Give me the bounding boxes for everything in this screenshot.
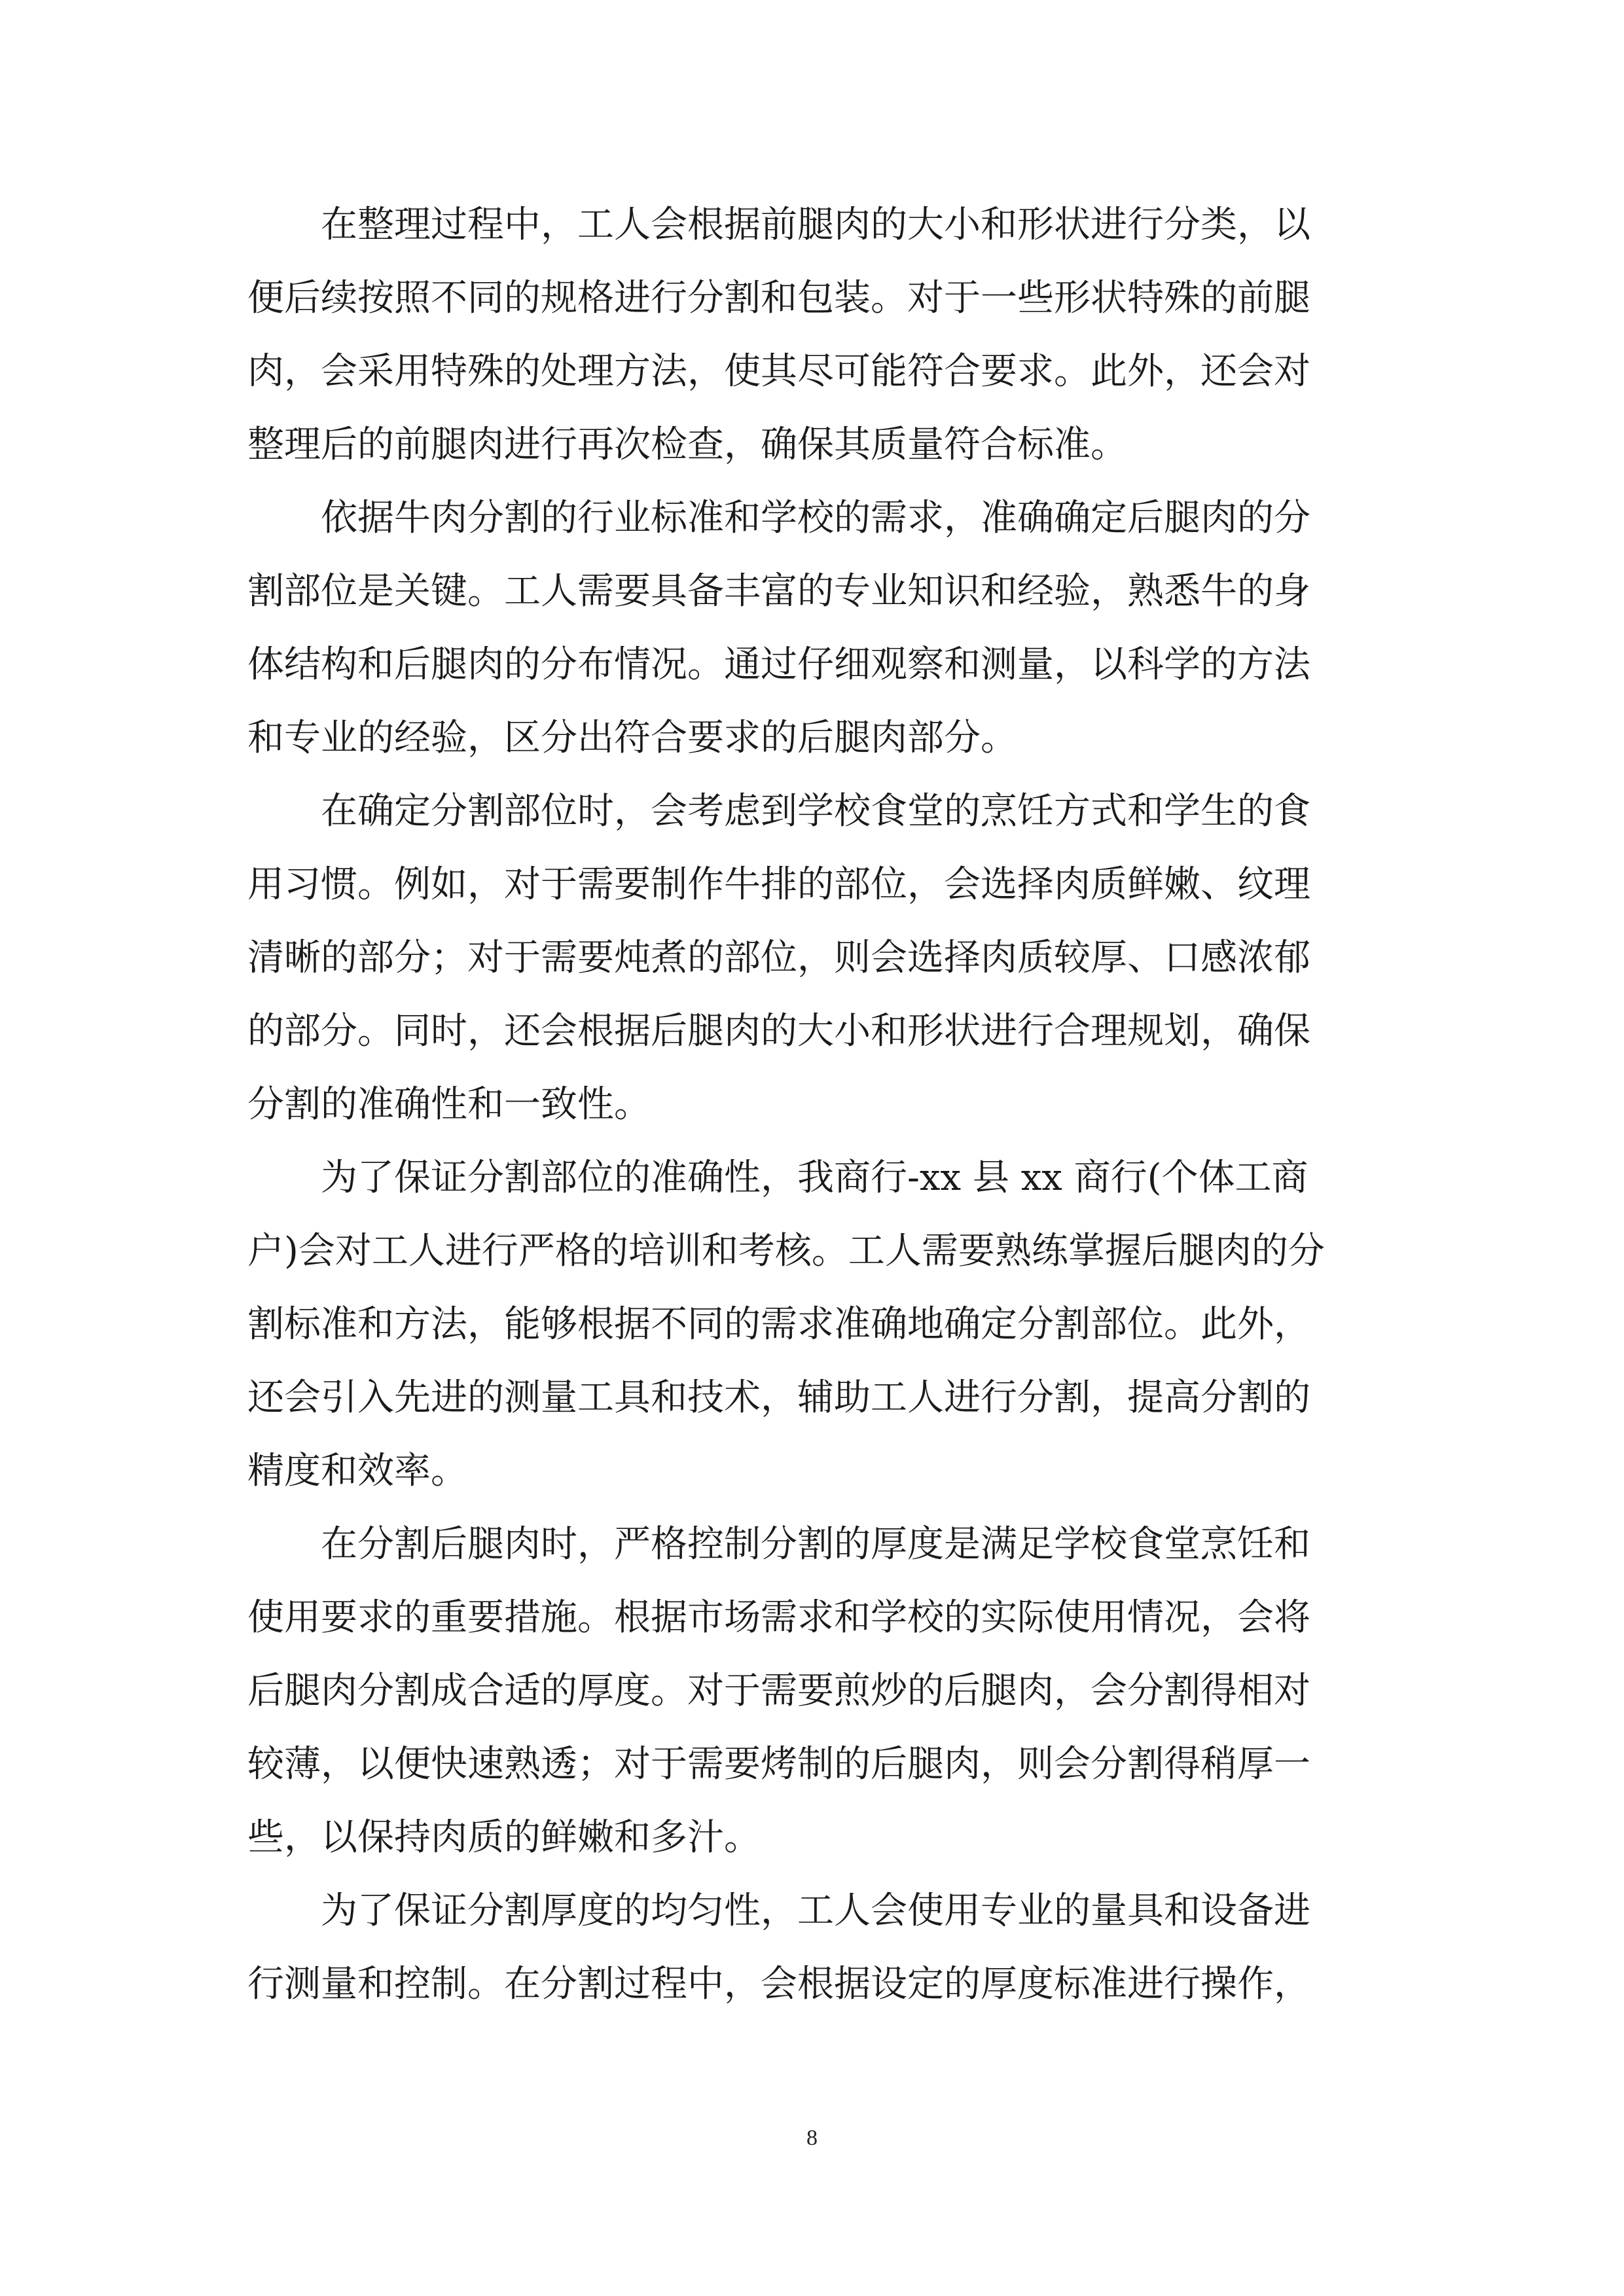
text-line: 整理后的前腿肉进行再次检查，确保其质量符合标准。: [247, 423, 1127, 466]
text-line: 的部分。同时，还会根据后腿肉的大小和形状进行合理规划，确保: [247, 1010, 1310, 1052]
text-line: 和专业的经验，区分出符合要求的后腿肉部分。: [247, 717, 1017, 759]
text-line: 行测量和控制。在分割过程中，会根据设定的厚度标准进行操作，: [247, 1963, 1310, 2005]
text-line: 在分割后腿肉时，严格控制分割的厚度是满足学校食堂烹饪和: [321, 1523, 1310, 1566]
text-line: 在确定分割部位时，会考虑到学校食堂的烹饪方式和学生的食: [321, 790, 1310, 833]
text-line: 肉，会采用特殊的处理方法，使其尽可能符合要求。此外，还会对: [247, 350, 1310, 393]
paragraph-5: [247, 1508, 1377, 1874]
text-line: 割部位是关键。工人需要具备丰富的专业知识和经验，熟悉牛的身: [247, 570, 1310, 613]
paragraph-3: [247, 775, 1377, 1141]
text-line: 体结构和后腿肉的分布情况。通过仔细观察和测量，以科学的方法: [247, 643, 1310, 686]
text-line: 精度和效率。: [247, 1450, 467, 1492]
text-line: 些，以保持肉质的鲜嫩和多汁。: [247, 1816, 761, 1859]
paragraph-1: [247, 188, 1377, 482]
text-line: 分割的准确性和一致性。: [247, 1083, 651, 1126]
paragraph-2: [247, 482, 1377, 775]
text-line: 还会引入先进的测量工具和技术，辅助工人进行分割，提高分割的: [247, 1376, 1310, 1419]
text-line: 割标准和方法，能够根据不同的需求准确地确定分割部位。此外，: [247, 1303, 1310, 1346]
text-line: 便后续按照不同的规格进行分割和包装。对于一些形状特殊的前腿: [247, 277, 1310, 319]
body-text: [247, 188, 1377, 2021]
text-line: 用习惯。例如，对于需要制作牛排的部位，会选择肉质鲜嫩、纹理: [247, 863, 1310, 906]
text-line: 为了保证分割厚度的均匀性，工人会使用专业的量具和设备进: [321, 1890, 1310, 1932]
paragraph-4: [247, 1141, 1377, 1508]
page-number: 8: [806, 2126, 818, 2150]
text-line: 为了保证分割部位的准确性，我商行-xx 县 xx 商行(个体工商: [321, 1157, 1308, 1199]
text-line: 清晰的部分；对于需要炖煮的部位，则会选择肉质较厚、口感浓郁: [247, 937, 1310, 979]
text-line: 使用要求的重要措施。根据市场需求和学校的实际使用情况，会将: [247, 1596, 1310, 1639]
text-line: 依据牛肉分割的行业标准和学校的需求，准确确定后腿肉的分: [321, 497, 1310, 539]
text-line: 后腿肉分割成合适的厚度。对于需要煎炒的后腿肉，会分割得相对: [247, 1670, 1310, 1712]
paragraph-6: [247, 1874, 1377, 2021]
text-line: 较薄，以便快速熟透；对于需要烤制的后腿肉，则会分割得稍厚一: [247, 1743, 1310, 1785]
text-line: 户)会对工人进行严格的培训和考核。工人需要熟练掌握后腿肉的分: [247, 1230, 1325, 1272]
text-line: 在整理过程中，工人会根据前腿肉的大小和形状进行分类，以: [321, 204, 1310, 246]
